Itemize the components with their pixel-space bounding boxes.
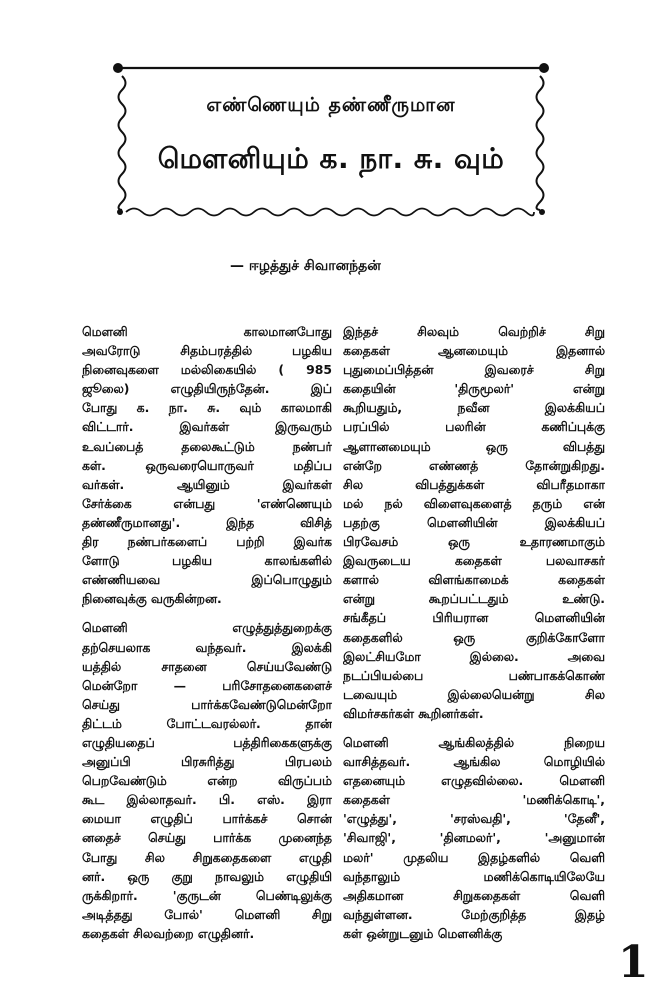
text-line: கதைகள் சிலவற்றை எழுதினர். <box>82 925 255 941</box>
text-line: இந்தச் சிலவும் வெற்றிச் சிறு <box>343 324 605 339</box>
text-line: தற்செயலாக வந்தவர். இலக்கி <box>82 639 332 655</box>
title-line-1: எண்ணெயும் தண்ணீருமான <box>206 94 456 116</box>
text-line: களால் விளங்காமைக் கதைகள் <box>343 572 605 588</box>
text-line: மென்றோ — பரிசோதனைகளைச் <box>82 677 332 693</box>
text-line: நினைவுகளை மல்லிகையில் ( 985 <box>82 362 332 378</box>
text-line: வர்கள். ஆயினும் இவர்கள் <box>82 476 332 492</box>
text-line: மலர்' முதலிய இதழ்களில் வெளி <box>343 849 605 865</box>
text-line: இலட்சியமோ இல்லை. அவை <box>343 648 605 664</box>
text-line: கள் ஒன்றுடனும் மௌனிக்கு <box>343 925 503 941</box>
text-line: ளோடு பழகிய காலங்களில் <box>82 553 332 569</box>
text-line: னர். ஒரு குறு நாவலும் எழுதியி <box>82 868 332 884</box>
text-line: மௌனி எழுத்துத்துறைக்கு <box>82 620 332 636</box>
text-line: எழுதியதைப் பத்திரிகைகளுக்கு <box>82 734 332 750</box>
text-line: கதையின் 'திருமூலர்' என்று <box>343 381 605 397</box>
text-line: சில விபத்துக்கள் விபரீதமாகா <box>343 476 605 492</box>
text-line: மையா எழுதிப் பார்க்கச் சொன் <box>82 811 332 827</box>
text-line: எண்ணியவை இப்பொழுதும் <box>82 572 332 588</box>
text-line: தண்ணீருமானது'. இந்த விசித் <box>82 514 332 530</box>
text-line: கள். ஒருவரையொருவர் மதிப்ப <box>82 457 332 473</box>
text-line: வாசித்தவர். ஆங்கில மொழியில் <box>343 754 605 770</box>
text-line: ஜூலை) எழுதியிருந்தேன். இப் <box>82 381 332 397</box>
text-line: கூறியதும், நவீன இலக்கியப் <box>343 400 605 416</box>
paragraph-gap <box>82 608 332 618</box>
text-line: டவையும் இல்லையென்று சில <box>343 686 605 702</box>
text-line: சங்கீதப் பிரியரான மௌனியின் <box>343 610 605 626</box>
text-line: பெறவேண்டும் என்ற விருப்பம் <box>82 773 332 789</box>
text-line: மௌனி ஆங்கிலத்தில் நிறைய <box>343 734 605 750</box>
text-line: உவப்பைத் தலைகூட்டும் நண்பர் <box>82 438 332 454</box>
text-line: பிரவேசம் ஒரு உதாரணமாகும் <box>343 534 605 550</box>
text-line: என்றே எண்ணத் தோன்றுகிறது. <box>343 457 605 473</box>
right-paragraph-1 <box>343 322 605 723</box>
text-line: கதைகளில் ஒரு குறிக்கோளோ <box>343 629 605 645</box>
text-line: திர நண்பர்களைப் பற்றி இவர்க <box>82 534 332 550</box>
text-line: எதனையும் எழுதவில்லை. மௌனி <box>343 773 605 789</box>
text-line: னதைச் செய்து பார்க்க முனைந்த <box>82 830 332 846</box>
text-line: அதிகமான சிறுகதைகள் வெளி <box>343 887 605 903</box>
text-line: அவரோடு சிதம்பரத்தில் பழகிய <box>82 343 332 359</box>
text-line: நினைவுக்கு வருகின்றன. <box>82 591 222 607</box>
text-line: விட்டார். இவர்கள் இருவரும் <box>82 419 332 435</box>
text-line: போது சில சிறுகதைகளை எழுதி <box>82 849 332 865</box>
left-paragraph-1 <box>82 322 332 608</box>
text-line: ருக்கிறார். 'குருடன் பெண்டிலுக்கு <box>82 887 332 903</box>
text-line: கதைகள் ஆனமையும் இதனால் <box>343 343 605 359</box>
author-byline: — ஈழத்துச் சிவானந்தன் <box>230 258 381 274</box>
text-line: திட்டம் போட்டவரல்லர். தான் <box>82 715 332 731</box>
title-frame <box>112 60 550 222</box>
text-line: நடப்பியல்பை பண்பாகக்கொண் <box>343 667 605 683</box>
text-line: பரப்பில் பலரின் கணிப்புக்கு <box>343 419 605 435</box>
text-line: விமர்சகர்கள் கூறினர்கள். <box>343 705 484 721</box>
left-paragraph-2 <box>82 618 332 943</box>
text-line: மௌனி காலமானபோது <box>82 324 332 339</box>
text-line: 'எழுத்து', 'சரஸ்வதி', 'தேனீ', <box>343 811 605 827</box>
page-number: 1 <box>618 937 649 988</box>
text-line: கூட இல்லாதவர். பி. எஸ். இரா <box>82 792 332 808</box>
paragraph-gap <box>343 723 605 733</box>
text-line: ஆளானமையும் ஒரு விபத்து <box>343 438 605 454</box>
text-line: செய்து பார்க்கவேண்டுமென்றோ <box>82 696 332 712</box>
text-line: என்று கூறப்பட்டதும் உண்டு. <box>343 591 605 607</box>
text-line: கதைகள் 'மணிக்கொடி', <box>343 792 605 808</box>
text-line: மல் நல் விளைவுகளைத் தரும் என் <box>343 495 605 511</box>
text-line: பதற்கு மௌனியின் இலக்கியப் <box>343 514 605 530</box>
text-line: இவருடைய கதைகள் பலவாசகர் <box>343 553 605 569</box>
text-line: அனுப்பி பிரசுரித்து பிரபலம் <box>82 754 332 770</box>
text-line: சேர்க்கை என்பது 'எண்ணெயும் <box>82 495 332 511</box>
left-column <box>82 322 332 943</box>
text-line: புதுமைப்பித்தன் இவரைச் சிறு <box>343 362 605 378</box>
text-line: யத்தில் சாதனை செய்யவேண்டு <box>82 658 332 674</box>
text-line: அடித்தது போல்' மௌனி சிறு <box>82 906 332 922</box>
text-line: போது க. நா. சு. வும் காலமாகி <box>82 400 332 416</box>
right-column <box>343 322 605 943</box>
text-line: வந்துள்ளன. மேற்குறித்த இதழ் <box>343 906 605 922</box>
text-line: 'சிவாஜி', 'தினமலர்', 'அனுமான் <box>343 830 605 846</box>
ornamental-border <box>112 60 550 222</box>
title-line-2: மௌனியும் க. நா. சு. வும் <box>157 142 505 175</box>
text-line: வந்தாலும் மணிக்கொடியிலேயே <box>343 868 605 884</box>
right-paragraph-2 <box>343 733 605 943</box>
